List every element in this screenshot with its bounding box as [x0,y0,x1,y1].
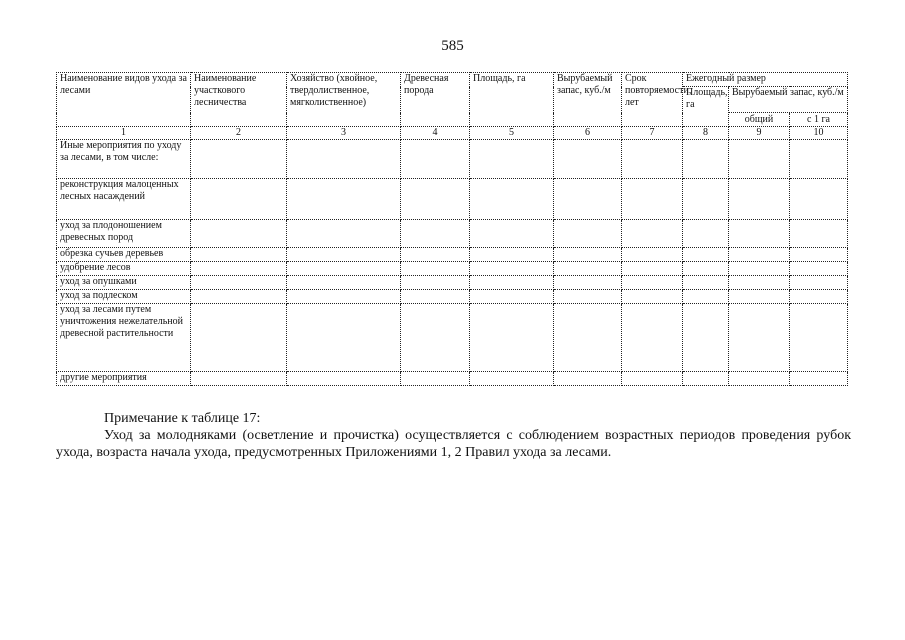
column-number: 5 [470,127,554,140]
header-volume-per-ha: с 1 га [790,113,848,127]
care-table [56,72,848,386]
column-number: 8 [683,127,729,140]
row-label: удобрение лесов [57,262,191,276]
row-label: уход за плодоношением древесных пород [57,220,191,248]
row-label: Иные мероприятия по уходу за лесами, в том числе: [57,140,191,179]
table-row [57,179,848,220]
column-number: 4 [401,127,470,140]
header-frequency: Срок повторяемости, лет [622,73,683,127]
header-annual: Ежегодный размер [683,73,848,87]
header-species: Древесная порода [401,73,470,127]
column-number: 3 [287,127,401,140]
row-label: обрезка сучьев деревьев [57,248,191,262]
row-label: уход за опушками [57,276,191,290]
header-economy: Хозяйство (хвойное, твердолиственное, мягколиственное) [287,73,401,127]
header-annual-area: Площадь, га [683,87,729,127]
column-number: 7 [622,127,683,140]
row-label: уход за подлеском [57,290,191,304]
table-row [57,290,848,304]
table-row [57,248,848,262]
table-row [57,304,848,372]
header-volume: Вырубаемый запас, куб./м [554,73,622,127]
table-row [57,220,848,248]
table-row [57,140,848,179]
header-annual-volume: Вырубаемый запас, куб./м [729,87,848,113]
column-number: 10 [790,127,848,140]
header-district: Наименование участкового лесничества [191,73,287,127]
table-note [56,410,851,461]
column-number: 1 [57,127,191,140]
column-number: 9 [729,127,790,140]
column-number-row [57,127,848,140]
column-number: 2 [191,127,287,140]
column-number: 6 [554,127,622,140]
note-body: Уход за молодняками (осветление и прочистка) осуществляется с соблюдением возрастных периодов проведения рубок ухода, возраста начала ухода, предусмотренных Приложениями 1, 2 Правил ухода за лесами. [56,428,851,460]
table-row [57,276,848,290]
header-area: Площадь, га [470,73,554,127]
header-row-1 [57,73,848,87]
row-label: уход за лесами путем уничтожения нежелательной древесной растительности [57,304,191,372]
header-volume-total: общий [729,113,790,127]
row-label: другие мероприятия [57,372,191,386]
row-label: реконструкция малоценных лесных насаждений [57,179,191,220]
header-care-type: Наименование видов ухода за лесами [57,73,191,127]
page-number: 585 [441,38,464,54]
table-row [57,262,848,276]
note-title: Примечание к таблице 17: [104,411,261,426]
table-row [57,372,848,386]
